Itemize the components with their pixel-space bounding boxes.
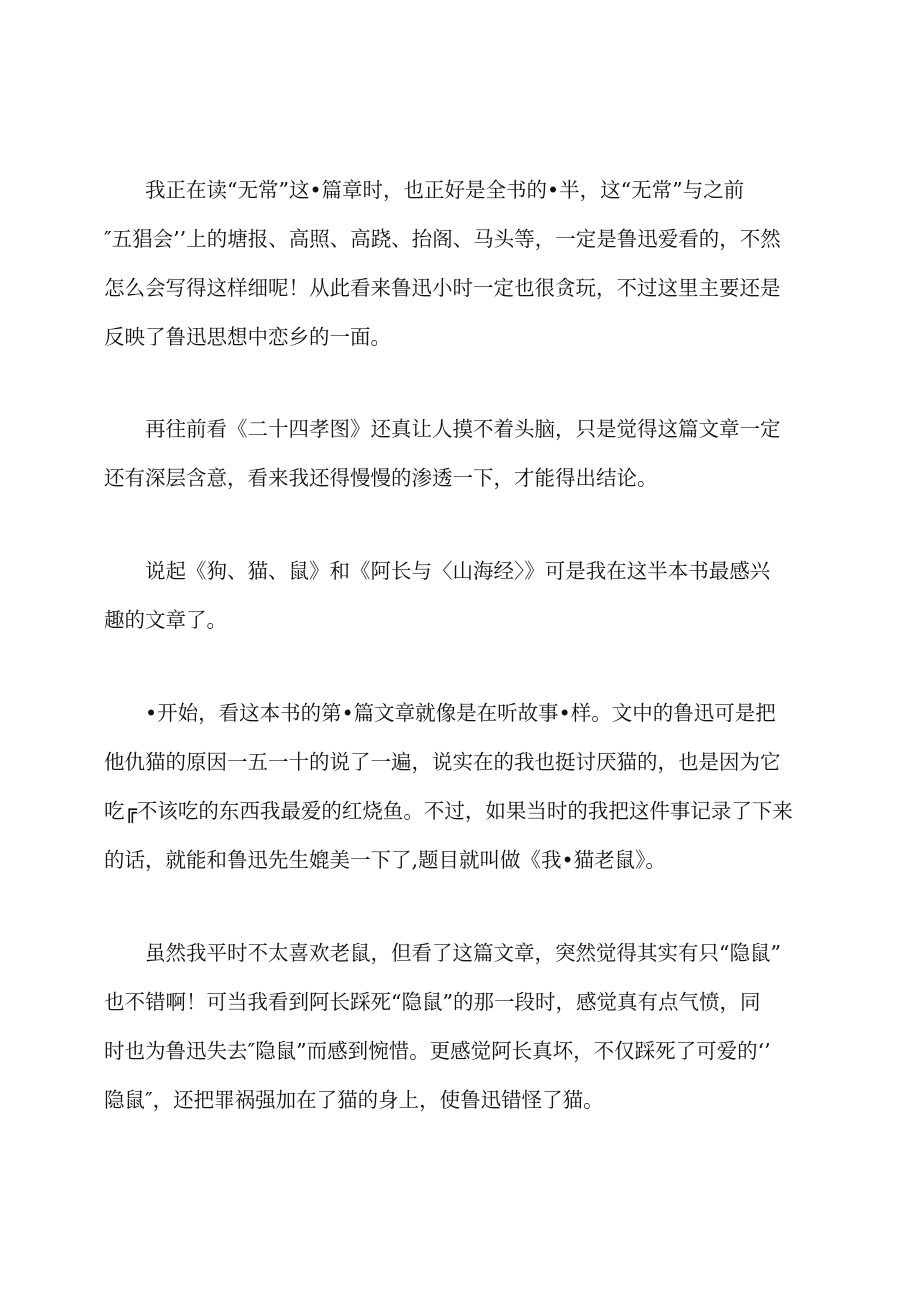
text-line: 我正在读“无常”这•篇章时，也正好是全书的•半，这“无常”与之前: [104, 178, 745, 202]
text-line: 虽然我平时不太喜欢老鼠，但看了这篇文章，突然觉得其实有只“隐鼠”: [104, 941, 781, 965]
paragraph-favorite-articles: [104, 547, 824, 645]
paragraph-ershisi-xiaotu: [104, 405, 824, 503]
paragraph-yinshu: [104, 929, 824, 1125]
text-line: 再往前看《二十四孝图》还真让人摸不着头脑，只是觉得这篇文章一定: [104, 417, 781, 441]
paragraph-wuchang: [104, 166, 824, 362]
text-line: 说起《狗、猫、鼠》和《阿长与〈山海经〉》可是我在这半本书最感兴: [104, 559, 771, 583]
text-line: 还有深层含意，看来我还得慢慢的渗透一下，才能得出结论。: [104, 466, 658, 490]
text-line: 吃╔不该吃的东西我最爱的红烧鱼。不过，如果当时的我把这件事记录了下来: [104, 799, 793, 823]
text-line: 的话，就能和鲁迅先生媲美一下了,题目就叫做《我•猫老鼠》。: [104, 848, 666, 872]
text-line: 时也为鲁迅失去″隐鼠”而感到惋惜。更感觉阿长真坏，不仅踩死了可爱的‘’: [104, 1039, 771, 1063]
text-line: 隐鼠″，还把罪祸强加在了猫的身上，使鲁迅错怪了猫。: [104, 1088, 604, 1112]
text-line: 也不错啊！可当我看到阿长踩死“隐鼠”的那一段时，感觉真有点气愤，同: [104, 990, 761, 1014]
text-line: 趣的文章了。: [104, 608, 227, 632]
paragraph-dog-cat-mouse: [104, 689, 824, 885]
text-line: ″五猖会’’上的塘报、高照、高跷、抬阁、马头等，一定是鲁迅爱看的，不然: [104, 227, 781, 251]
text-line: 反映了鲁迅思想中恋乡的一面。: [104, 325, 391, 349]
text-line: 怎么会写得这样细呢！从此看来鲁迅小时一定也很贪玩，不过这里主要还是: [104, 276, 781, 300]
text-line: 他仇猫的原因一五一十的说了一遍，说实在的我也挺讨厌猫的，也是因为它: [104, 750, 781, 774]
text-line: •开始，看这本书的第•篇文章就像是在听故事•样。文中的鲁迅可是把: [104, 701, 776, 725]
